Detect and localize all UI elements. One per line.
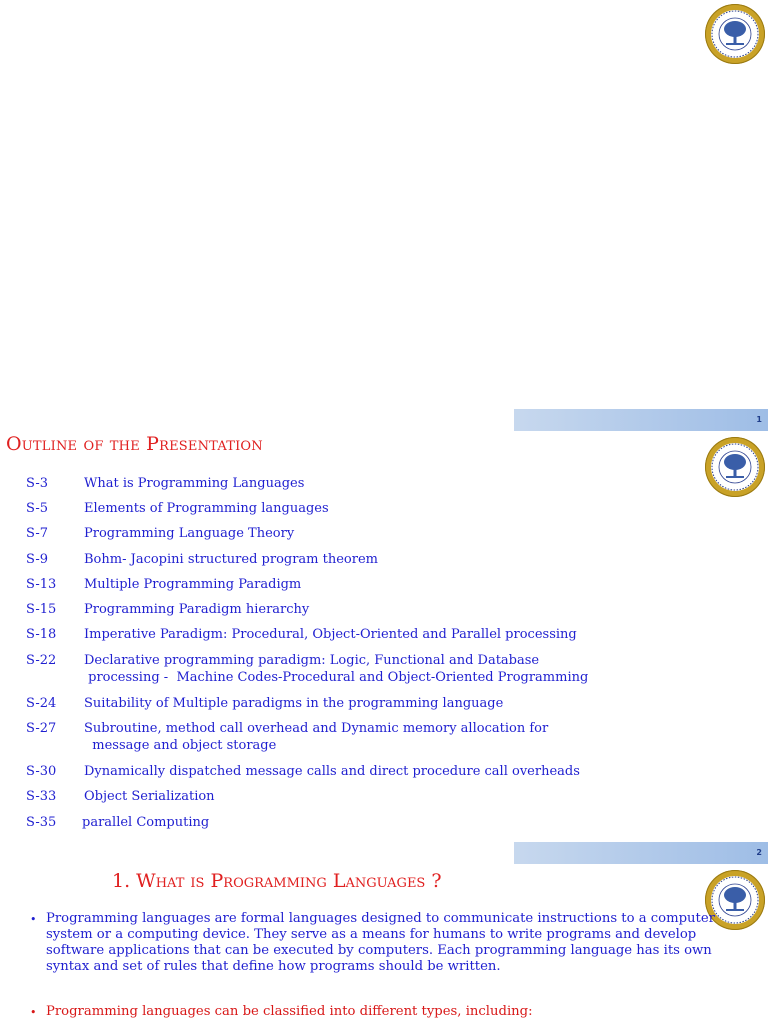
slide-2-page-number: 2 <box>756 848 762 857</box>
slide-2-footer-bar <box>514 842 768 864</box>
slide-1-page-number: 1 <box>756 415 762 424</box>
outline-title: Outline of the Presentation <box>6 433 263 455</box>
bullet-icon: • <box>30 913 37 926</box>
section-title: 1. What is Programming Languages ? <box>112 870 442 892</box>
bullet-icon: • <box>30 1006 37 1019</box>
tree-seal-icon <box>705 437 765 497</box>
definition-paragraph: Programming languages are formal languages designed to communicate instructions to a computer system or a computing device. They serve as a means for humans to write programs and develop software applications that can be executed by computers. Each programming language has its own syntax and set of rules that define how programs should be written. <box>46 911 715 974</box>
university-logo <box>705 4 765 64</box>
slide-1-footer-bar <box>514 409 768 431</box>
university-logo <box>705 437 765 497</box>
classification-paragraph: Programming languages can be classified into different types, including: <box>46 1004 533 1019</box>
tree-seal-icon <box>705 4 765 64</box>
